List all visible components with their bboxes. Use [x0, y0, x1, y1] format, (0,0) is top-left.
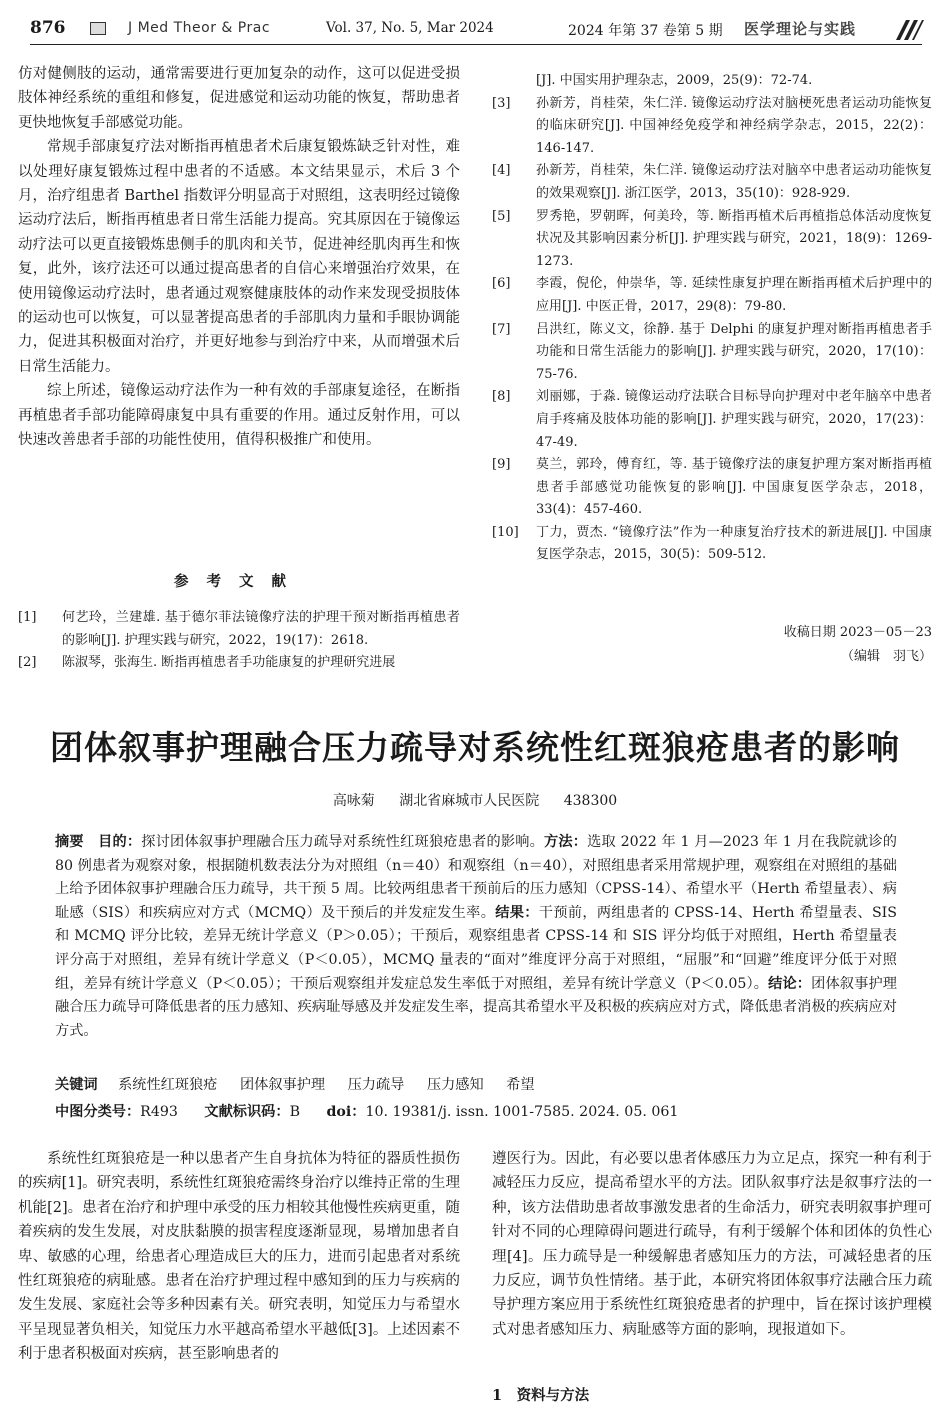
keywords	[55, 1074, 897, 1094]
references-left	[18, 607, 460, 675]
conclusion-label: 结论：	[768, 975, 812, 992]
classification-line	[55, 1101, 897, 1121]
keywords-label: 关键词	[55, 1077, 98, 1093]
section-heading: 1 资料与方法	[492, 1387, 590, 1404]
keyword: 压力感知	[426, 1077, 484, 1093]
journal-name-en: J Med Theor & Prac	[128, 20, 271, 36]
references-right	[492, 70, 932, 567]
running-header	[30, 14, 922, 44]
clc-value: R493	[140, 1104, 178, 1120]
paragraph: 仿对健侧肢的运动，通常需要进行更加复杂的动作，这可以促进受损肢体神经系统的重组和修复，促进感觉和运动功能的恢复，帮助患者更快地恢复手部感觉功能。	[18, 66, 460, 131]
intro-left-column	[18, 1147, 460, 1367]
results-text: 干预前，两组患者的 CPSS-14、Herth 希望量表、SIS 和 MCMQ 评分比较，差异无统计学意义（P＞0.05）；干预后，观察组患者 CPSS-14 和 SIS 评分均低于对照组，Herth 希望量表评分高于对照组，差异有统计学意义（P＜0.05），MCMQ 量表的“面对”维度评分高于对照组，“屈服”和“回避”维度评分低于对照组，差异有统计学意义（P＜0.05）；干预后观察组并发症总发生率低于对照组，差异有统计学意义（P＜0.05）。	[55, 904, 897, 992]
header-rule	[30, 44, 922, 45]
header-square-icon	[90, 22, 106, 35]
received-date: 收稿日期 2023－05－23	[783, 625, 932, 640]
doi-label: doi：	[326, 1104, 366, 1120]
editor-note: （编辑 羽飞）	[840, 649, 932, 664]
page-number: 876	[30, 18, 66, 38]
author-affiliation: 湖北省麻城市人民医院	[399, 793, 540, 809]
keyword: 压力疏导	[347, 1077, 405, 1093]
keyword: 团体叙事护理	[239, 1077, 326, 1093]
intro-right-column	[492, 1147, 932, 1342]
reference-continuation: [J]. 中国实用护理杂志，2009，25(9)：72-74.	[536, 73, 813, 88]
journal-logo-icon	[896, 20, 924, 40]
objective-label: 目的：	[97, 834, 142, 850]
conclusion-text: 团体叙事护理融合压力疏导可降低患者的压力感知、疾病耻辱感及并发症发生率，提高其希望水平及积极的疾病应对方式，降低患者消极的疾病应对方式。	[55, 975, 897, 1039]
results-label: 结果：	[495, 904, 539, 921]
postcode: 438300	[563, 793, 618, 809]
reference-item: [10] 丁力，贾杰. “镜像疗法”作为一种康复治疗技术的新进展[J]. 中国康复医学杂志，2015，30(5)：509-512.	[492, 524, 932, 563]
reference-item: [1] 何艺玲，兰建雄. 基于德尔菲法镜像疗法的护理干预对断指再植患者的影响[J]. 护理实践与研究，2022，19(17)：2618.	[18, 610, 460, 648]
prev-article-body	[18, 62, 460, 453]
paragraph: 遵医行为。因此，有必要以患者体感压力为立足点，探究一种有利于减轻压力反应，提高希望水平的方法。团队叙事疗法是叙事疗法的一种，该方法借助患者故事激发患者的生命活力，研究表明叙事护理可针对不同的心理障碍问题进行疏导，有利于缓解个体和团体的负性心理[4]。压力疏导是一种缓解患者感知压力的方法，可减轻患者的压力反应，调节负性情绪。基于此，本研究将团体叙事疗法融合压力疏导护理方案应用于系统性红斑狼疮患者的护理中，旨在探讨该护理模式对患者感知压力、病耻感等方面的影响，现报道如下。	[492, 1151, 932, 1338]
methods-text: 选取 2022 年 1 月—2023 年 1 月在我院就诊的 80 例患者为观察对象，根据随机数表法分为对照组（n＝40）和观察组（n＝40），对照组患者采用常规护理，观察组在对照组的基础上给予团体叙事护理融合压力疏导，共干预 5 周。比较两组患者干预前后的压力感知（CPSS-14）、希望水平（Herth 希望量表）、病耻感（SIS）和疾病应对方式（MCMQ）及干预后的并发症发生率。	[55, 834, 897, 921]
doc-code-value: B	[289, 1104, 300, 1120]
journal-name-cn: 医学理论与实践	[744, 20, 857, 38]
doc-code-label: 文献标识码：	[204, 1104, 290, 1120]
author-name: 高咏菊	[332, 793, 375, 809]
keyword: 希望	[506, 1077, 535, 1093]
reference-item: [6] 李霞，倪伦，仲崇华，等. 延续性康复护理在断指再植术后护理中的应用[J]. 中医正骨，2017，29(8)：79-80.	[492, 276, 932, 314]
methods-label: 方法：	[544, 834, 588, 850]
clc-label: 中图分类号：	[55, 1104, 141, 1120]
reference-item: [7] 吕洪红，陈义文，徐静. 基于 Delphi 的康复护理对断指再植患者手功能和日常生活能力的影响[J]. 护理实践与研究，2020，17(10)：75-76.	[492, 321, 932, 382]
paragraph: 系统性红斑狼疮是一种以患者产生自身抗体为特征的器质性损伤的疾病[1]。研究表明，系统性红斑狼疮需终身治疗以维持正常的生理机能[2]。患者在治疗和护理中承受的压力相较其他慢性疾病更重，随着疾病的发生发展，对皮肤黏膜的损害程度逐渐显现，易增加患者自卑、敏感的心理，给患者心理造成巨大的压力，进而引起患者对系统性红斑狼疮的病耻感。患者在治疗护理过程中感知到的压力与疾病的发生发展、家庭社会等多种因素有关。研究表明，知觉压力与希望水平呈现显著负相关，知觉压力水平越高希望水平越低[3]。上述因素不利于患者积极面对疾病，甚至影响患者的	[18, 1151, 460, 1363]
issue-info-cn: 2024 年第 37 卷第 5 期	[568, 23, 723, 39]
abstract	[55, 831, 897, 1043]
paragraph: 综上所述，镜像运动疗法作为一种有效的手部康复途径，在断指再植患者手部功能障碍康复中具有重要的作用。通过反射作用，可以快速改善患者手部的功能性使用，值得积极推广和使用。	[18, 383, 460, 449]
volume-info: Vol. 37, No. 5, Mar 2024	[326, 20, 494, 36]
reference-item: [8] 刘丽娜，于淼. 镜像运动疗法联合目标导向护理对中老年脑卒中患者肩手疼痛及肢体功能的影响[J]. 护理实践与研究，2020，17(23)：47-49.	[492, 389, 932, 450]
objective-text: 探讨团体叙事护理融合压力疏导对系统性红斑狼疮患者的影响。	[141, 834, 545, 850]
reference-item: [9] 莫兰，郭玲，傅育红，等. 基于镜像疗法的康复护理方案对断指再植患者手部感觉功能恢复的影响[J]. 中国康复医学杂志，2018，33(4)：457-460.	[492, 457, 932, 518]
keyword: 系统性红斑狼疮	[118, 1077, 218, 1093]
reference-item: [4] 孙新芳，肖桂荣，朱仁洋. 镜像运动疗法对脑卒中患者运动功能恢复的效果观察[J]. 浙江医学，2013，35(10)：928-929.	[492, 163, 932, 201]
doi-value: 10. 19381/j. issn. 1001-7585. 2024. 05. 061	[365, 1104, 679, 1120]
reference-item: [3] 孙新芳，肖桂荣，朱仁洋. 镜像运动疗法对脑梗死患者运动功能恢复的临床研究[J]. 中国神经免疫学和神经病学杂志，2015，22(2)：146-147.	[492, 95, 932, 156]
reference-item: [5] 罗秀艳，罗朝晖，何美玲，等. 断指再植术后再植指总体活动度恢复状况及其影响因素分析[J]. 护理实践与研究，2021，18(9)：1269-1273.	[492, 208, 932, 269]
article-title: 团体叙事护理融合压力疏导对系统性红斑狼疮患者的影响	[50, 728, 900, 767]
paragraph: 常规手部康复疗法对断指再植患者术后康复锻炼缺乏针对性，难以处理好康复锻炼过程中患者的不适感。本文结果显示，术后 3 个月，治疗组患者 Barthel 指数评分明显高于对照组，这表明经过镜像运动疗法后，断指再植患者日常生活能力提高。究其原因在于镜像运动疗法可以更直接锻炼患侧手的肌肉和关节，促进神经肌肉再生和恢复，此外，该疗法还可以通过提高患者的自信心来增强治疗效果，在使用镜像运动疗法时，患者通过观察健康肢体的动作来发现受损肢体的运动也可以恢复，可以显著提高患者的手部肌肉力量和手眼协调能力，促进其积极面对治疗，并更好地参与到治疗中来，从而增强术后日常生活能力。	[18, 139, 460, 375]
abstract-label: 摘要	[55, 834, 84, 850]
author-line	[0, 790, 950, 810]
references-heading: 参考文献	[174, 573, 304, 590]
reference-item: [2] 陈淑琴，张海生. 断指再植患者手功能康复的护理研究进展	[18, 655, 396, 671]
